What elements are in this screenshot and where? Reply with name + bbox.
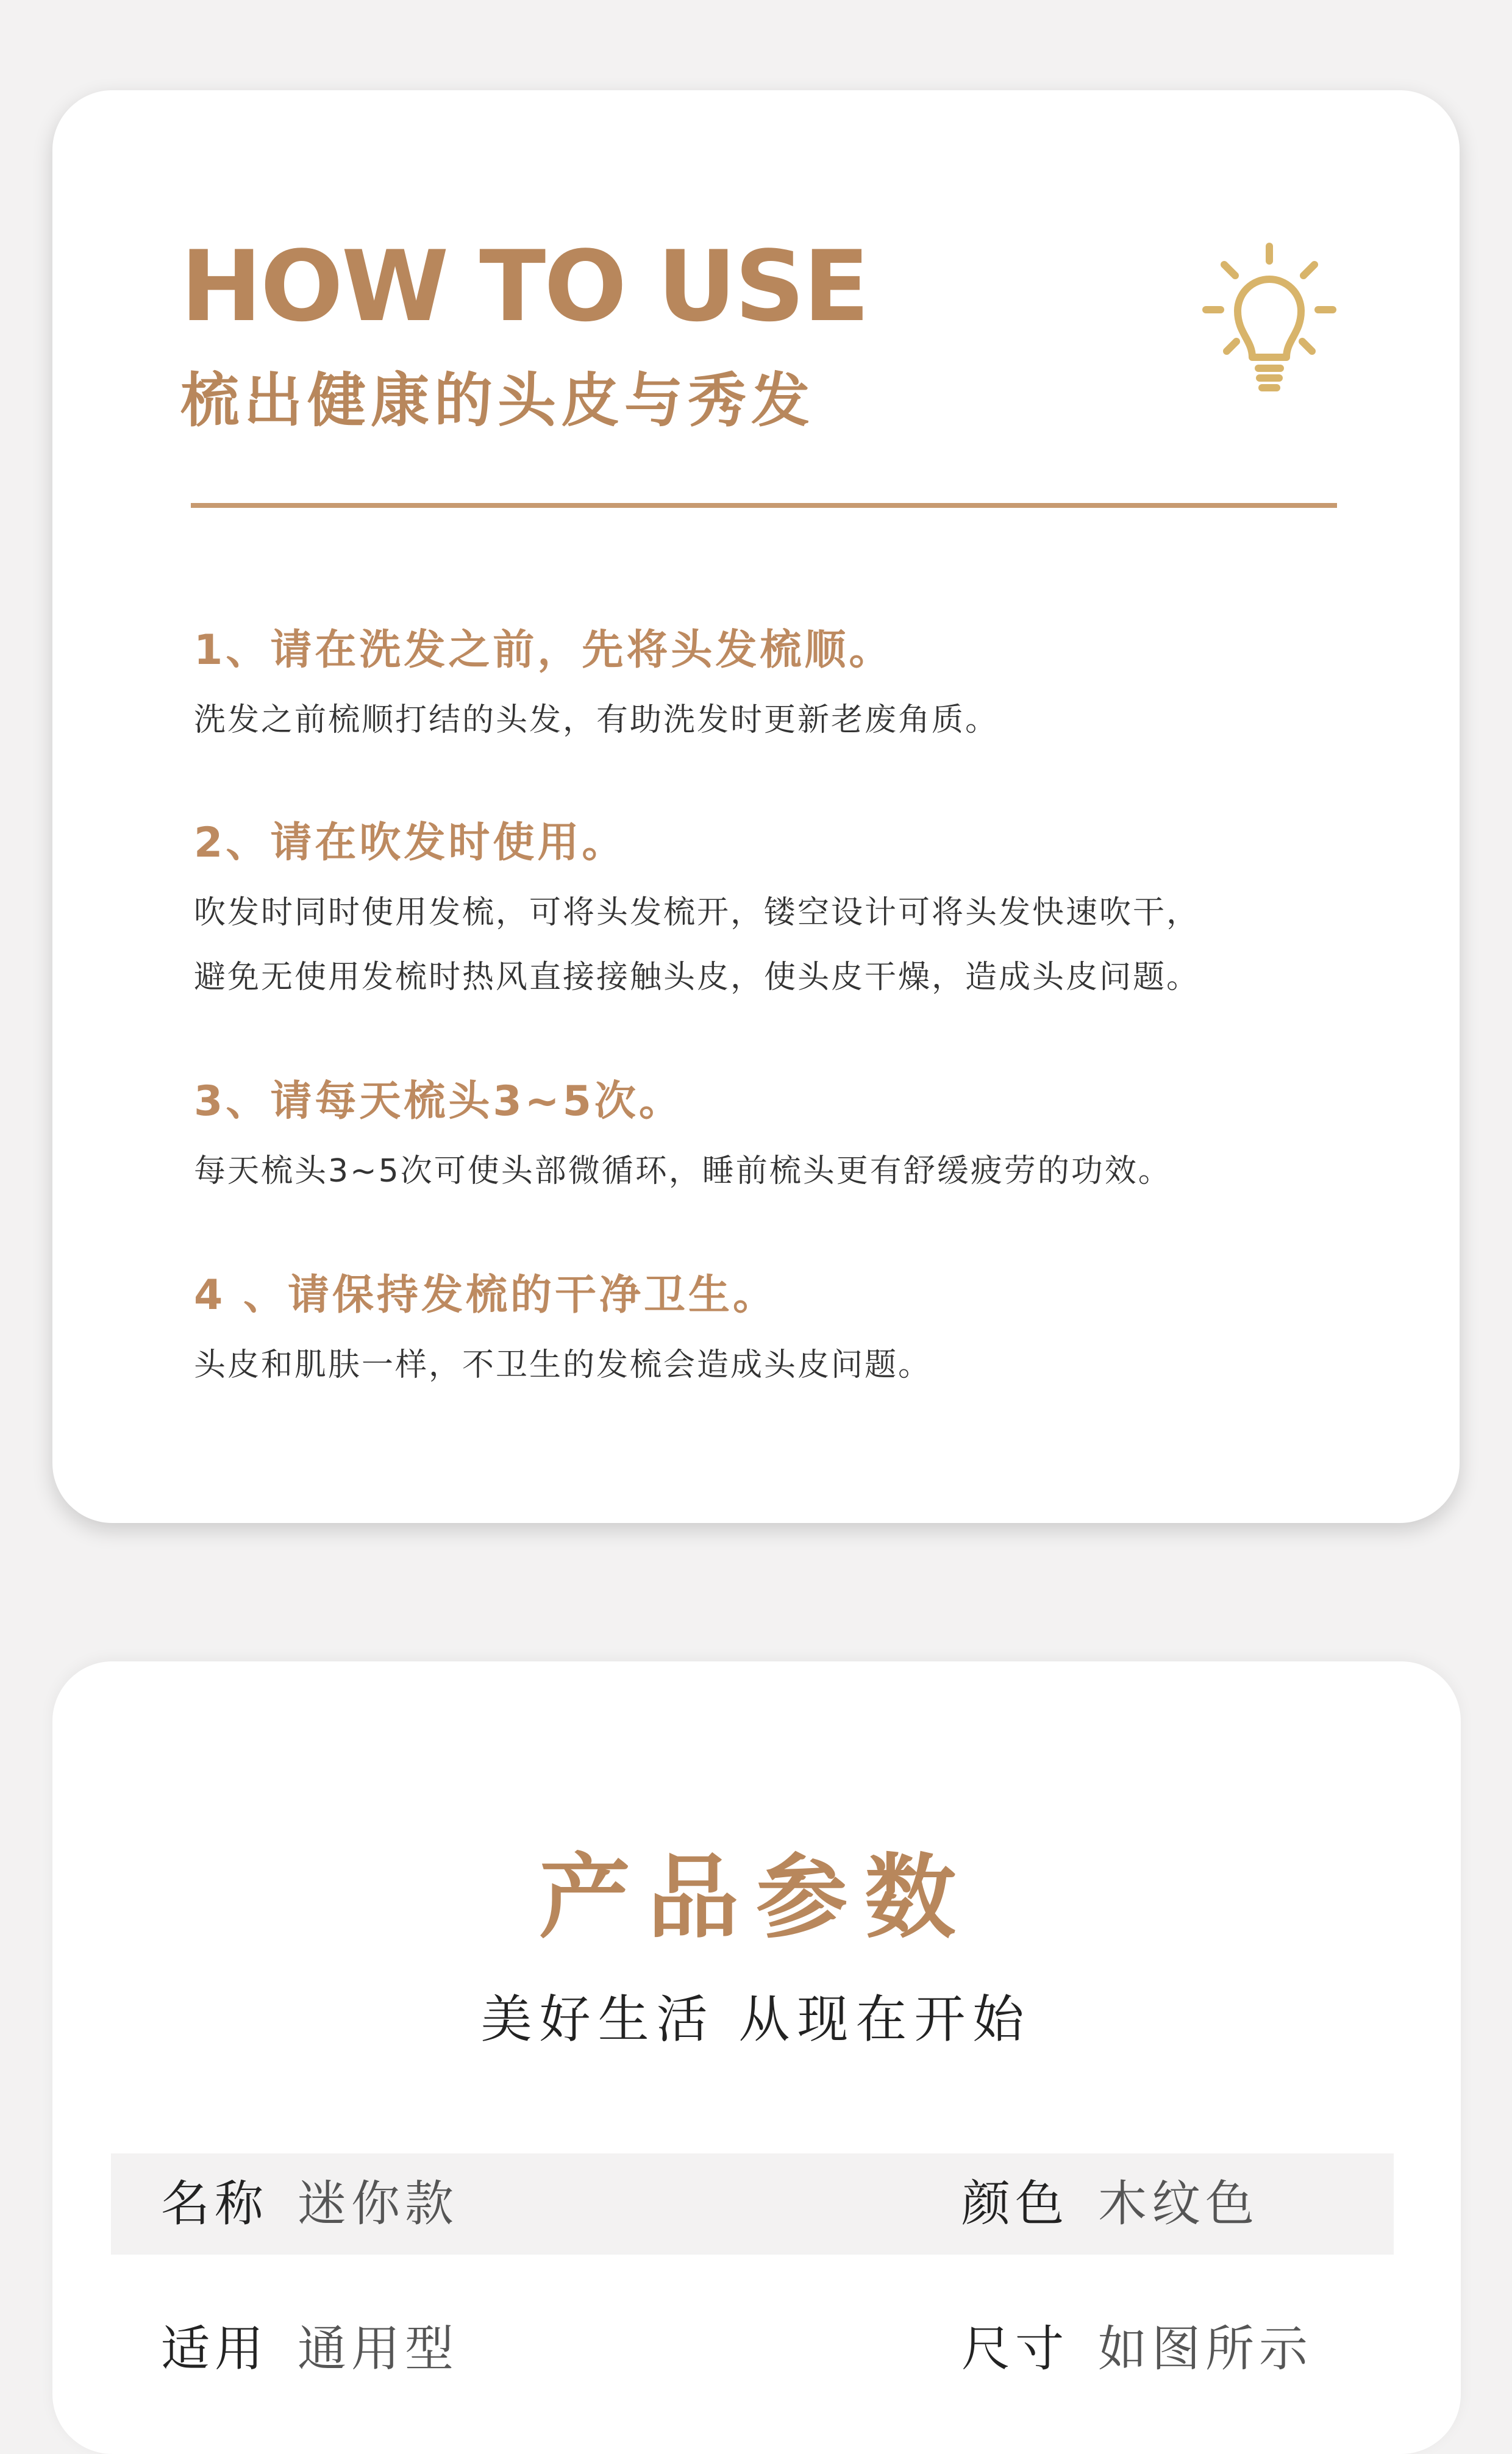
param-row	[111, 2153, 1394, 2255]
param-cell	[961, 2153, 1259, 2255]
param-label: 颜色	[961, 2175, 1069, 2232]
step-4-description: 头皮和肌肤一样，不卫生的发梳会造成头皮问题。	[194, 1347, 932, 1383]
param-cell	[161, 2153, 458, 2255]
param-label: 名称	[161, 2175, 268, 2232]
param-value: 如图所示	[1098, 2320, 1313, 2377]
param-value: 通用型	[298, 2320, 458, 2377]
params-title: 产品参数	[538, 1845, 973, 1951]
params-subtitle: 美好生活 从现在开始	[480, 1989, 1032, 2049]
how-to-use-heading: HOW TO USE	[180, 229, 868, 343]
section-divider	[191, 503, 1337, 508]
param-value: 迷你款	[298, 2175, 458, 2232]
step-2-description-line-1: 吹发时同时使用发梳，可将头发梳开，镂空设计可将头发快速吹干，	[194, 894, 1200, 931]
step-3-description: 每天梳头3~5次可使头部微循环，睡前梳头更有舒缓疲劳的功效。	[194, 1153, 1172, 1190]
step-4-title: 4 、请保持发梳的干净卫生。	[194, 1271, 777, 1319]
step-2-title: 2、请在吹发时使用。	[194, 819, 627, 867]
lightbulb-icon	[1202, 243, 1336, 395]
param-cell	[161, 2299, 458, 2400]
how-to-use-subheading: 梳出健康的头皮与秀发	[180, 366, 815, 435]
param-label: 适用	[161, 2320, 268, 2377]
step-1-description: 洗发之前梳顺打结的头发，有助洗发时更新老废角质。	[194, 702, 999, 738]
param-value: 木纹色	[1098, 2175, 1259, 2232]
step-3-title: 3、请每天梳头3~5次。	[194, 1077, 683, 1125]
param-row	[111, 2299, 1394, 2400]
param-label: 尺寸	[961, 2320, 1069, 2377]
step-1-title: 1、请在洗发之前，先将头发梳顺。	[194, 626, 894, 674]
step-2-description-line-2: 避免无使用发梳时热风直接接触头皮，使头皮干燥，造成头皮问题。	[194, 959, 1200, 996]
param-cell	[961, 2299, 1313, 2400]
